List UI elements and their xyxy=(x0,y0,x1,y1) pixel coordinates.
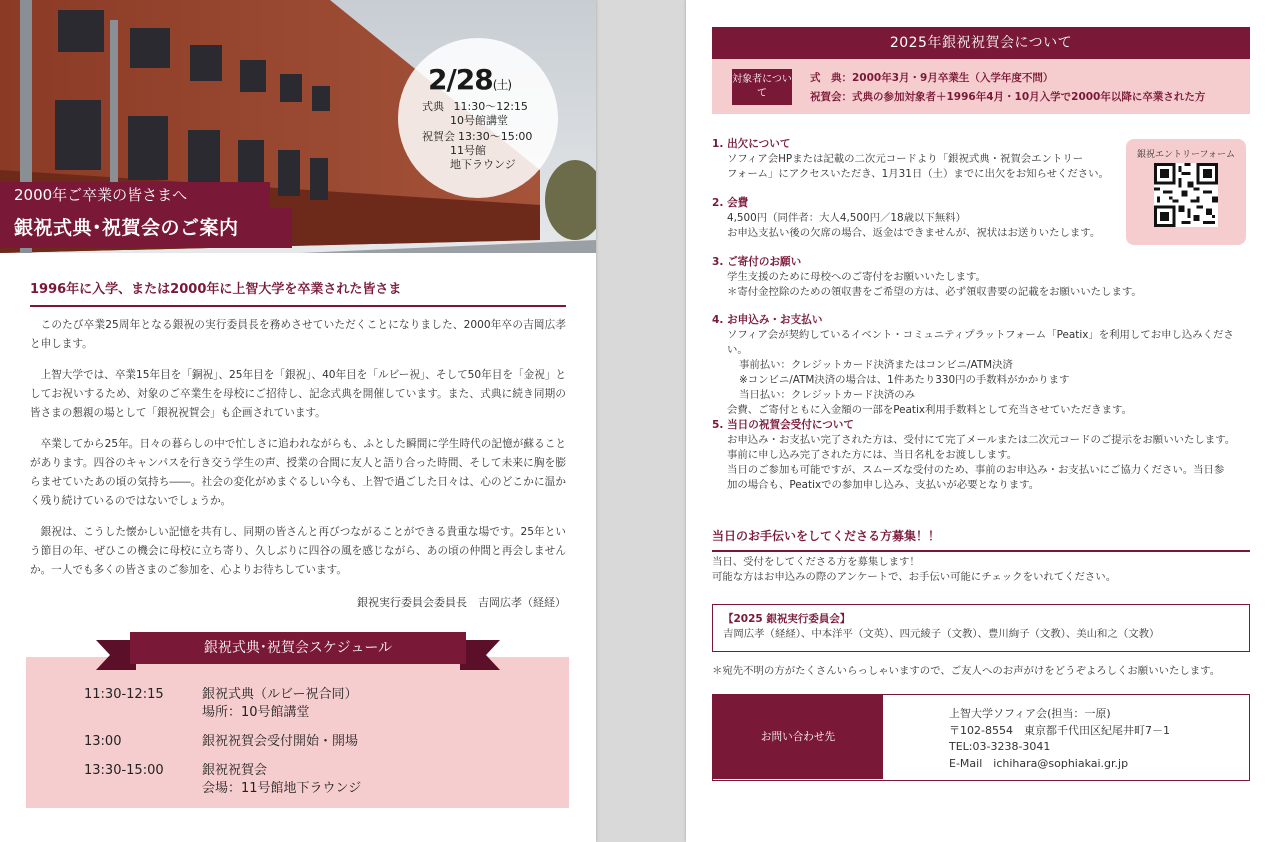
right-page xyxy=(686,0,1280,842)
qr-code-icon[interactable] xyxy=(1154,163,1218,227)
left-page: 2/28(土) 式典 11:30～12:15 10号館講堂 祝賀会 13:30～15:00 11号館 地下ラウンジ 2000年ご卒業の皆さまへ 銀祝式典･祝賀会のご案内 1996年に入学、または2000年に上智大学を卒業された皆さま このたび卒業25周年となる銀祝の実行委員長を務めさせていただくことになりました、2000年卒の吉岡広孝と申します。 上智大学では、卒業15年目を「銅祝」、25年目を「銀祝」、40年目を「ルビー祝」、そして50年目を「金祝」としてお祝いするため、対象のご卒業生を母校にご招待し、記念式典を開催しています。また、式典に続き同期の皆さまの懇親の場として「銀祝祝賀会」も企画されています。 卒業してから25年。日々の暮らしの中で忙しさに追われながらも、ふとした瞬間に学生時代の記憶が蘇ることがあります。四谷のキャンパスを行き交う学生の声、授業の合間に友人と語り合った時間、そして未来に胸を膨らませていたあの頃の気持ち――。社会の変化がめまぐるしい今も、上智で過ごした日々は、心のどこかに温かく残り続けているのではないでしょうか。 銀祝は、こうした懐かしい記憶を共有し、同期の皆さんと再びつながることができる貴重な場です。25年という節目の年、ぜひこの機会に母校に立ち寄り、久しぶりに四谷の風を感じながら、あの頃の仲間と再会しませんか。一人でも多くの皆さまのご参加を、心よりお待ちしています。 銀祝実行委員会委員長 吉岡広孝（経経） 銀祝式典･祝賀会スケジュール 11:30-12:15 銀祝式典（ルビー祝合同） 場所：10号館講堂 13:00 銀祝祝賀会受付開始・開場 13:30-15:00 銀祝祝賀会 会場：11号館地下ラウンジ xyxy=(0,0,596,842)
committee-heading: 【2025 銀祝実行委員会】 xyxy=(723,613,851,625)
target-lines: 式 典：2000年3月・9月卒業生（入学年度不問） 祝賀会：式典の参加対象者＋1996年4月・10月入学で2000年以降に卒業された方 xyxy=(810,72,1206,103)
contact-box xyxy=(712,694,1250,781)
paragraph: 卒業してから25年。日々の暮らしの中で忙しさに追われながらも、ふとした瞬間に学生時代の記憶が蘇ることがあります。四谷のキャンパスを行き交う学生の声、授業の合間に友人と語り合った時間、そして未来に胸を膨らませていたあの頃の気持ち――。社会の変化がめまぐるしい今も、上智で過ごした日々は、心のどこかに温かく残り続けているのではないでしょうか。 xyxy=(30,438,566,507)
section-application: 4. お申込み・お支払い ソフィア会が契約しているイベント・コミュニティプラットフォーム「Peatix」を利用してお申し込みください。 事前払い：クレジットカード決済またはコンビニ/ATM決済 ※コンビニ/ATM決済の場合は、1件あたり330円の手数料がかかります 当日払い：クレジットカード決済のみ 会費、ご寄付ともに入金額の一部をPeatix利用手数料として充当させていただきます。 xyxy=(712,314,1234,416)
committee-box xyxy=(712,604,1250,652)
note: ＊宛先不明の方がたくさんいらっしゃいますので、ご友人へのお声がけをどうぞよろしくお願いいたします。 xyxy=(712,665,1221,677)
target-box xyxy=(712,59,1250,114)
banner-subtitle: 2000年ご卒業の皆さまへ xyxy=(0,182,270,208)
contact-email[interactable]: E-Mail ichihara@sophiakai.gr.jp xyxy=(949,756,1129,770)
schedule-title: 銀祝式典･祝賀会スケジュール xyxy=(130,632,466,664)
greeting-body xyxy=(30,316,566,592)
date-circle xyxy=(398,38,558,198)
qr-label: 銀祝エントリーフォーム xyxy=(1136,150,1236,160)
event-date: 2/28(土) xyxy=(428,63,512,96)
banner-title: 銀祝式典･祝賀会のご案内 xyxy=(0,208,292,248)
help-text: 当日、受付をしてくださる方を募集します！ 可能な方はお申込みの際のアンケートで、お手伝い可能にチェックをいれてください。 xyxy=(712,556,1117,583)
section-fee: 2. 会費 4,500円（同伴者：大人4,500円／18歳以下無料） お申込支払い後の欠席の場合、返金はできませんが、祝状はお送りいたします。 xyxy=(712,197,1101,239)
paragraph: このたび卒業25周年となる銀祝の実行委員長を務めさせていただくことになりました、2000年卒の吉岡広孝と申します。 xyxy=(30,319,566,350)
party-time: 祝賀会 13:30～15:00 11号館 地下ラウンジ xyxy=(422,130,533,171)
signature: 銀祝実行委員会委員長 吉岡広孝（経経） xyxy=(357,596,566,609)
contact-info: 上智大学ソフィア会(担当：一原) 〒102-8554 東京都千代田区紀尾井町7－1 TEL:03-3238-3041 E-Mail ichihara@sophiakai.gr.jp xyxy=(949,706,1170,772)
paragraph: 銀祝は、こうした懐かしい記憶を共有し、同期の皆さんと再びつながることができる貴重な場です。25年という節目の年、ぜひこの機会に母校に立ち寄り、久しぶりに四谷の風を感じながら、あの頃の仲間と再会しませんか。一人でも多くの皆さまのご参加を、心よりお待ちしています。 xyxy=(30,526,566,576)
entry-form-qr-box[interactable] xyxy=(1126,139,1246,245)
party-header: 2025年銀祝祝賀会について xyxy=(712,27,1250,59)
section-reception: 5. 当日の祝賀会受付について お申込み・お支払い完了された方は、受付にて完了メールまたは二次元コードのご提示をお願いいたします。 事前に申し込み完了された方には、当日名札をお渡しします。 当日のご参加も可能ですが、スムーズな受付のため、事前のお申込み・お支払いにご協力ください。当日参 加の場合も、Peatixでの参加申し込み、支払いが必要となります。 xyxy=(712,419,1236,491)
committee-names: 吉岡広孝（経経）、中本洋平（文英）、四元綾子（文教）、豊川絢子（文教）、美山和之（文教） xyxy=(723,628,1160,640)
help-heading: 当日のお手伝いをしてくださる方募集！！ xyxy=(712,527,1250,552)
ceremony-time: 式典 11:30～12:15 10号館講堂 xyxy=(422,100,528,127)
section-donation: 3. ご寄付のお願い 学生支援のために母校へのご寄付をお願いいたします。 ＊寄付金控除のための領収書をご希望の方は、必ず領収書要の記載をお願いいたします。 xyxy=(712,256,1142,298)
paragraph: 上智大学では、卒業15年目を「銅祝」、25年目を「銀祝」、40年目を「ルビー祝」、そして50年目を「金祝」としてお祝いするため、対象のご卒業生を母校にご招待し、記念式典を開催しています。また、式典に続き同期の皆さまの懇親の場として「銀祝祝賀会」も企画されています。 xyxy=(30,369,566,419)
contact-label: お問い合わせ先 xyxy=(713,695,883,779)
section-attendance: 1. 出欠について ソフィア会HPまたは記載の二次元コードより「銀祝式典・祝賀会エントリー フォーム」にアクセスいただき、1月31日（土）までに出欠をお知らせください。 xyxy=(712,138,1109,180)
target-label: 対象者について xyxy=(732,69,792,105)
ribbon-tail-right xyxy=(460,640,500,670)
target-heading: 1996年に入学、または2000年に上智大学を卒業された皆さま xyxy=(30,278,566,307)
